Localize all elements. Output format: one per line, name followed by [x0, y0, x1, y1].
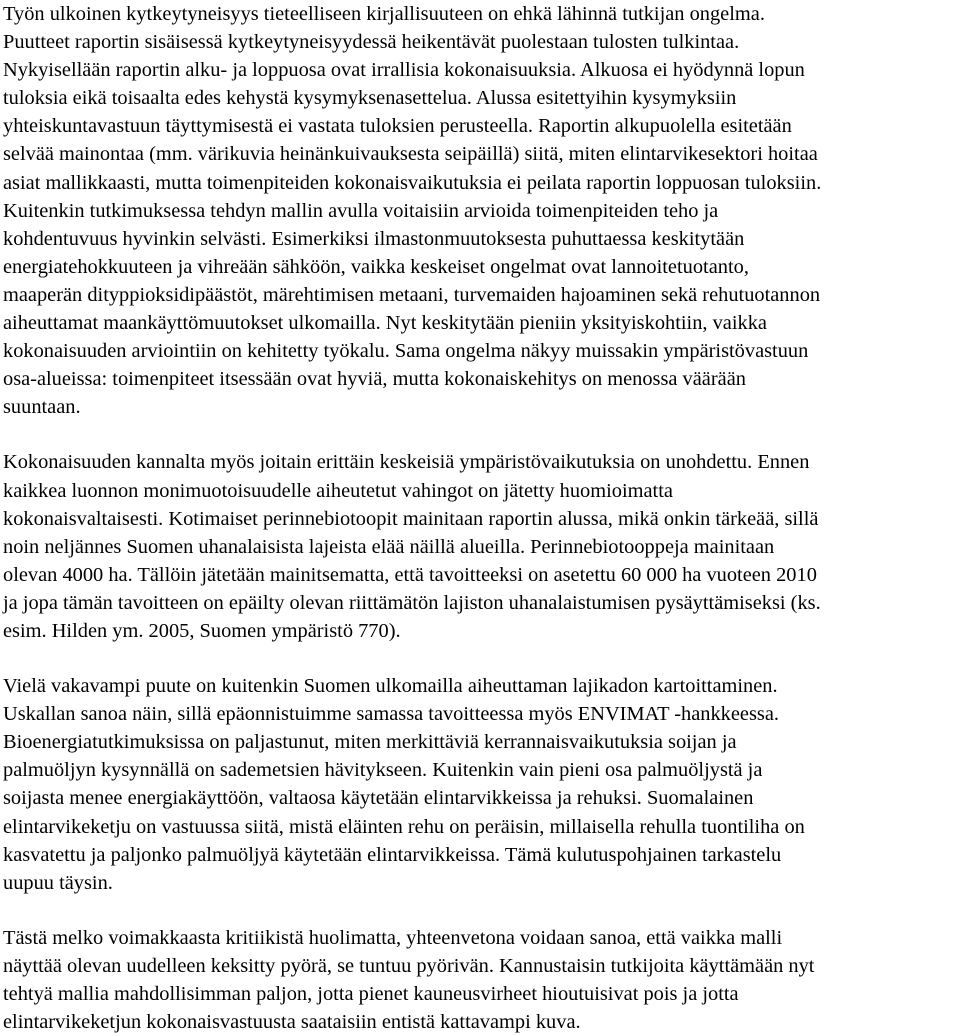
text-line: soijasta menee energiakäyttöön, valtaosa käytetään elintarvikkeissa ja rehuksi. Suomalainen	[3, 787, 754, 810]
text-line: kaikkea luonnon monimuotoisuudelle aiheutetut vahingot on jätetty huomioimatta	[3, 479, 673, 502]
text-line: kasvatettu ja paljonko palmuöljyä käytetään elintarvikkeissa. Tämä kulutuspohjainen tarkastelu	[3, 843, 782, 866]
text-line: Tästä melko voimakkaasta kritiikistä huolimatta, yhteenvetona voidaan sanoa, että vaikka malli	[3, 926, 783, 949]
paragraph-2	[3, 448, 956, 645]
text-line: uupuu täysin.	[3, 871, 113, 894]
text-line: kohdentuvuus hyvinkin selvästi. Esimerkiksi ilmastonmuutoksesta puhuttaessa keskitytään	[3, 227, 745, 250]
text-line: Bioenergiatutkimuksissa on paljastunut, miten merkittäviä kerrannaisvaikutuksia soijan ja	[3, 731, 737, 754]
text-line: palmuöljyn kysynnällä on sademetsien hävitykseen. Kuitenkin vain pieni osa palmuöljystä ja	[3, 759, 763, 782]
text-line: Nykyisellään raportin alku- ja loppuosa ovat irrallisia kokonaisuuksia. Alkuosa ei hyödynnä lopun	[3, 59, 805, 82]
text-line: aiheuttamat maankäyttömuutokset ulkomailla. Nyt keskitytään pieniin yksityiskohtiin, vaikka	[3, 312, 767, 335]
text-line: esim. Hilden ym. 2005, Suomen ympäristö 770).	[3, 619, 401, 642]
text-line: asiat mallikkaasti, mutta toimenpiteiden kokonaisvaikutuksia ei peilata raportin loppuosan tuloksiin.	[3, 171, 822, 194]
text-line: noin neljännes Suomen uhanalaisista lajeista elää näillä alueilla. Perinnebiotooppeja mainitaan	[3, 535, 775, 558]
text-line: tuloksia eikä toisaalta edes kehystä kysymyksenasettelua. Alussa esitettyihin kysymyksiin	[3, 87, 737, 110]
text-line: elintarvikeketju on vastuussa siitä, mistä eläinten rehu on peräisin, millaisella rehulla tuontiliha on	[3, 815, 805, 838]
paragraph-spacer	[3, 645, 956, 672]
text-line: Kokonaisuuden kannalta myös joitain erittäin keskeisiä ympäristövaikutuksia on unohdettu. Ennen	[3, 451, 810, 474]
text-line: maaperän dityppioksidipäästöt, märehtimisen metaani, turvemaiden hajoaminen sekä rehutuotannon	[3, 283, 821, 306]
text-line: osa-alueissa: toimenpiteet itsessään ovat hyviä, mutta kokonaiskehitys on menossa väärään	[3, 368, 746, 391]
text-line: tehtyä mallia mahdollisimman paljon, jotta pienet kauneusvirheet hioutuisivat pois ja jotta	[3, 983, 739, 1005]
paragraph-spacer	[3, 421, 956, 448]
text-line: olevan 4000 ha. Tällöin jätetään mainitsematta, että tavoitteeksi on asetettu 60 000 ha vuoteen 2010	[3, 563, 817, 586]
paragraph-spacer	[3, 897, 956, 924]
paragraph-4	[3, 924, 956, 1036]
text-line: kokonaisvaltaisesti. Kotimaiset perinnebiotoopit mainitaan raportin alussa, mikä onkin tärkeää, sillä	[3, 507, 819, 530]
text-line: energiatehokkuuteen ja vihreään sähköön, vaikka keskeiset ongelmat ovat lannoitetuotanto,	[3, 255, 749, 278]
text-line: Uskallan sanoa näin, sillä epäonnistuimme samassa tavoitteessa myös ENVIMAT -hankkeessa.	[3, 703, 779, 726]
text-line: Kuitenkin tutkimuksessa tehdyn mallin avulla voitaisiin arvioida toimenpiteiden teho ja	[3, 199, 719, 222]
text-line: elintarvikeketjun kokonaisvastuusta saataisiin entistä kattavampi kuva.	[3, 1011, 581, 1034]
text-line: Vielä vakavampi puute on kuitenkin Suomen ulkomailla aiheuttaman lajikadon kartoittaminen.	[3, 675, 778, 698]
paragraph-3	[3, 672, 956, 897]
text-line: Puutteet raportin sisäisessä kytkeytyneisyydessä heikentävät puolestaan tulosten tulkintaa.	[3, 31, 740, 54]
text-line: Työn ulkoinen kytkeytyneisyys tieteelliseen kirjallisuuteen on ehkä lähinnä tutkijan ongelma.	[3, 3, 765, 25]
text-line: kokonaisuuden arviointiin on kehitetty työkalu. Sama ongelma näkyy muissakin ympäristövastuun	[3, 340, 809, 363]
text-line: yhteiskuntavastuun täyttymisestä ei vastata tuloksien perusteella. Raportin alkupuolella esitetään	[3, 115, 792, 138]
text-line: ja jopa tämän tavoitteen on epäilty olevan riittämätön lajiston uhanalaistumisen pysäyttämiseksi (ks.	[3, 591, 821, 614]
paragraph-1	[3, 0, 956, 421]
text-line: suuntaan.	[3, 396, 81, 419]
text-line: selvää mainontaa (mm. värikuvia heinänkuivauksesta seipäillä) siitä, miten elintarvikesektori hoitaa	[3, 143, 818, 166]
text-line: näyttää olevan uudelleen keksitty pyörä, se tuntuu pyörivän. Kannustaisin tutkijoita käyttämään nyt	[3, 954, 815, 977]
